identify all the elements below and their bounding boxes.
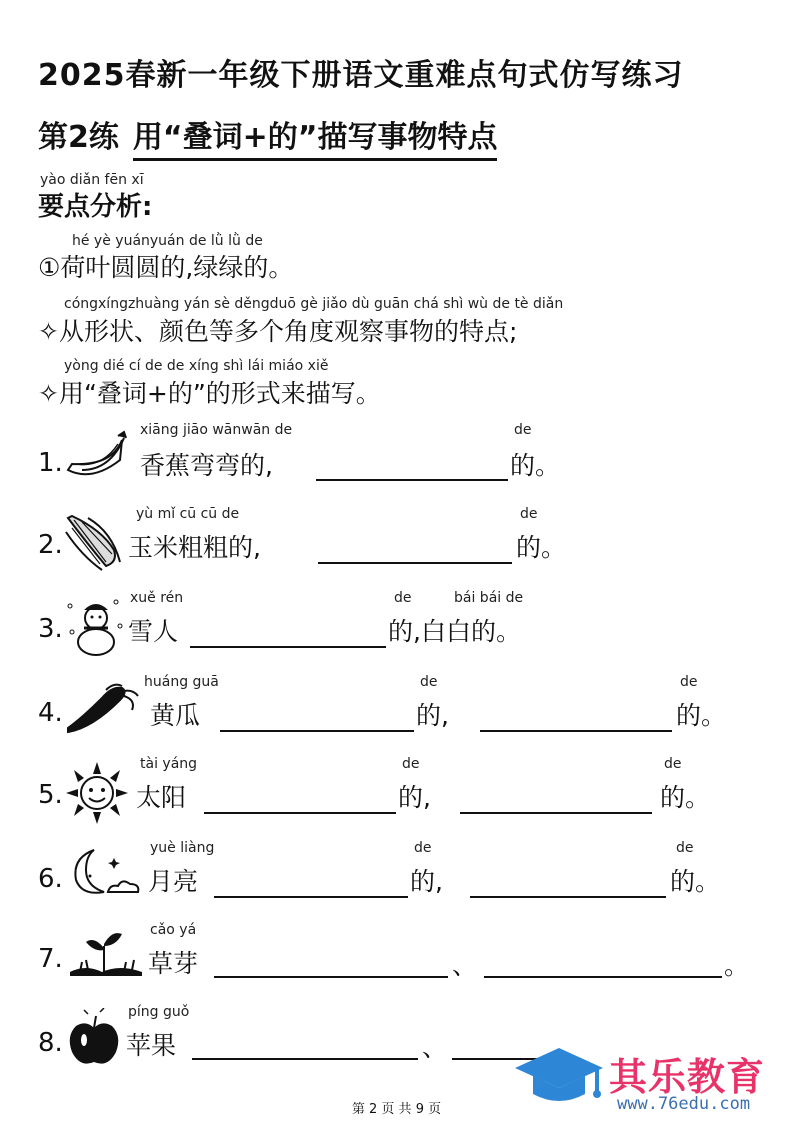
moon-icon [64,846,144,900]
exercise-3-pinyin: xuě rén [130,590,184,606]
tip1-pinyin: cóngxíngzhuàng yán sè děngduō gè jiǎo dù guān chá shì wù de tè diǎn [64,296,564,312]
exercise-8-text: 苹果 [126,1031,177,1060]
exercise-7-tail: 。 [724,951,750,980]
exercise-1-blank[interactable] [316,479,508,481]
exercise-6-blank-1[interactable] [214,896,408,898]
exercise-2-blank[interactable] [318,562,512,564]
exercise-5-tail: 的。 [660,783,711,812]
sprout-icon [66,926,146,978]
exercise-6-de-pinyin-2: de [676,840,694,856]
exercise-2-number: 2. [38,530,63,560]
cucumber-icon [62,680,142,740]
exercise-5-de-pinyin-2: de [664,756,682,772]
exercise-4-blank-1[interactable] [220,730,414,732]
exercise-7-mid: 、 [452,951,478,980]
snowman-icon [64,596,124,658]
exercise-4-de-pinyin-2: de [680,674,698,690]
exercise-2-pinyin: yù mǐ cū cū de [136,506,240,522]
exercise-4-text: 黄瓜 [150,701,201,730]
analysis-pinyin: yào diǎn fēn xī [40,172,144,188]
exercise-6-blank-2[interactable] [470,896,666,898]
exercise-3-number: 3. [38,614,63,644]
corn-icon [62,512,124,572]
exercise-8-number: 8. [38,1028,63,1058]
exercise-1-de-pinyin: de [514,422,532,438]
exercise-1-pinyin: xiāng jiāo wānwān de [140,422,293,438]
exercise-1-number: 1. [38,448,63,478]
exercise-7-pinyin: cǎo yá [150,922,197,938]
page-title: 2025春新一年级下册语文重难点句式仿写练习 [38,58,684,93]
exercise-4-number: 4. [38,698,63,728]
exercise-5-number: 5. [38,780,63,810]
lesson-topic: 用“叠词+的”描写事物特点 [133,112,498,161]
exercise-2-text: 玉米粗粗的, [128,533,261,562]
tip2-pinyin: yòng dié cí de de xíng shì lái miáo xiě [64,358,329,374]
exercise-4-mid: 的, [416,701,449,730]
exercise-3-tail: 的,白白的。 [388,617,521,646]
exercise-5-de-pinyin: de [402,756,420,772]
exercise-7-number: 7. [38,944,63,974]
banana-icon [62,430,128,482]
exercise-6-number: 6. [38,864,63,894]
sun-icon [64,762,130,824]
exercise-8-blank-1[interactable] [192,1058,418,1060]
exercise-5-pinyin: tài yáng [140,756,198,772]
exercise-7-blank-2[interactable] [484,976,722,978]
exercise-8-mid: 、 [422,1033,448,1062]
exercise-5-text: 太阳 [136,783,187,812]
page-number: 第 2 页 共 9 页 [351,1102,442,1117]
exercise-2-tail: 的。 [516,533,567,562]
exercise-6-de-pinyin: de [414,840,432,856]
exercise-6-pinyin: yuè liàng [150,840,215,856]
exercise-2-de-pinyin: de [520,506,538,522]
apple-icon [66,1008,122,1070]
exercise-5-mid: 的, [398,783,431,812]
exercise-3-blank[interactable] [190,646,386,648]
exercise-6-tail: 的。 [670,867,721,896]
exercise-4-de-pinyin: de [420,674,438,690]
example-pinyin: hé yè yuányuán de lǜ lǜ de [72,233,263,249]
exercise-4-tail: 的。 [676,701,727,730]
lesson-label: 第2练 [38,120,119,155]
exercise-1-text: 香蕉弯弯的, [140,451,273,480]
exercise-7-text: 草芽 [148,949,199,978]
tip1-text: ✧从形状、颜色等多个角度观察事物的特点; [38,317,518,346]
tip2-text: ✧用“叠词+的”的形式来描写。 [38,379,381,408]
exercise-8-pinyin: píng guǒ [128,1004,190,1020]
watermark-name: 其乐教育 [609,1055,766,1099]
watermark-url: www.76edu.com [617,1094,751,1114]
exercise-6-text: 月亮 [148,867,199,896]
exercise-4-blank-2[interactable] [480,730,672,732]
exercise-7-blank-1[interactable] [214,976,448,978]
exercise-4-pinyin: huáng guā [144,674,219,690]
exercise-6-mid: 的, [410,867,443,896]
analysis-heading: 要点分析: [38,192,153,222]
exercise-3-pinyin2: bái bái de [454,590,524,606]
exercise-5-blank-2[interactable] [460,812,652,814]
exercise-5-blank-1[interactable] [204,812,396,814]
exercise-3-de-pinyin: de [394,590,412,606]
exercise-3-text: 雪人 [128,617,179,646]
lesson-heading [38,112,497,161]
example-text: ①荷叶圆圆的,绿绿的。 [38,253,294,282]
exercise-1-tail: 的。 [510,451,561,480]
